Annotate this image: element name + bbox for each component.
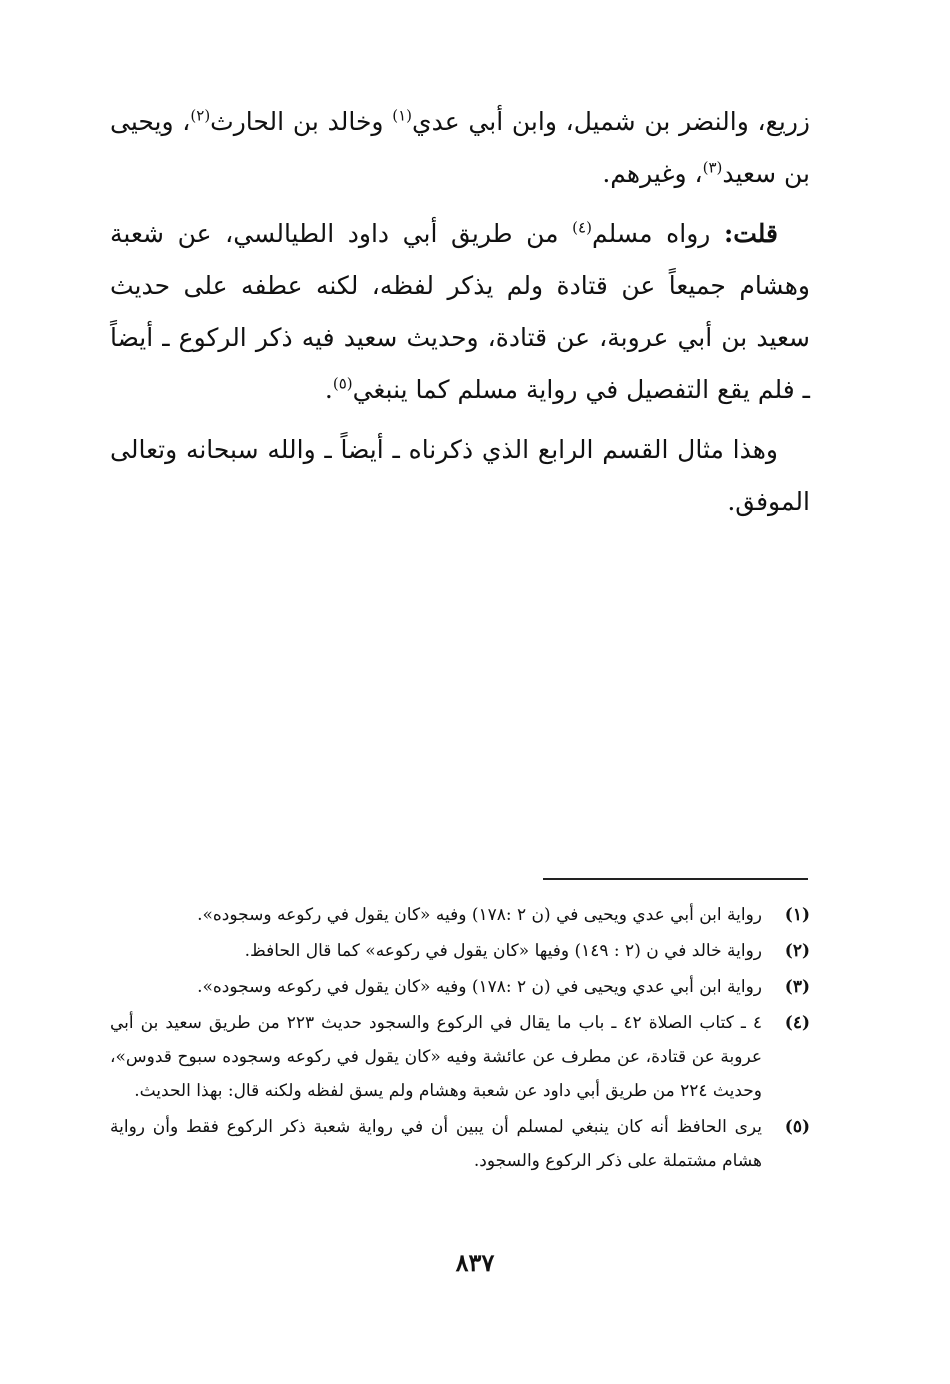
footnote-number: (٤): [784, 1013, 810, 1033]
footnote-number: (١): [784, 905, 810, 925]
footnotes: [110, 898, 810, 1180]
text-run: ، ويحيى بن سعيد: [110, 107, 810, 188]
footnote-ref-1[interactable]: (١): [392, 106, 413, 125]
text-run: وخالد بن الحارث: [210, 107, 393, 136]
footnote: [110, 898, 810, 932]
footnote-ref-2[interactable]: (٢): [190, 106, 211, 125]
text-run: من طريق أبي داود الطيالسي، عن شعبة وهشام جميعاً عن قتادة ولم يذكر لفظه، لكنه عطفه على حديث سعيد بن أبي عروبة، عن قتادة، وحديث سعيد فيه ذكر الركوع ـ أيضاً ـ فلم يقع التفصيل في رواية مسلم كما ينبغي: [110, 219, 810, 404]
footnote-text: رواية ابن أبي عدي ويحيى في (ن ٢ :١٧٨) وفيه «كان يقول في ركوعه وسجوده».: [197, 977, 762, 997]
footnote: [110, 934, 810, 968]
footnote-ref-5[interactable]: (٥): [332, 374, 353, 393]
footnote-number: (٣): [784, 977, 810, 997]
paragraph-lead: قلت:: [723, 219, 778, 248]
footnote-number: (٢): [784, 941, 810, 961]
footnote: [110, 1006, 810, 1108]
footnote-text: رواية ابن أبي عدي ويحيى في (ن ٢ :١٧٨) وفيه «كان يقول في ركوعه وسجوده».: [197, 905, 762, 925]
text-run: زريع، والنضر بن شميل، وابن أبي عدي: [412, 107, 810, 136]
footnote-text: ٤ ـ كتاب الصلاة ٤٢ ـ باب ما يقال في الركوع والسجود حديث ٢٢٣ من طريق سعيد بن أبي عروبة عن قتادة، عن مطرف عن عائشة وفيه «كان يقول في ركوعه وسجوده سبوح قدوس»، وحديث ٢٢٤ من طريق أبي داود عن شعبة وهشام ولم يسق لفظه ولكنه قال: بهذا الحديث.: [110, 1013, 762, 1101]
text-run: .: [324, 375, 333, 404]
footnote-text: يرى الحافظ أنه كان ينبغي لمسلم أن يبين أن في رواية شعبة ذكر الركوع فقط وأن رواية هشام مشتملة على ذكر الركوع والسجود.: [110, 1117, 762, 1171]
text-run: رواه مسلم: [591, 219, 724, 248]
text-run: ، وغيرهم.: [602, 159, 703, 188]
footnote: [110, 1110, 810, 1178]
footnote: [110, 970, 810, 1004]
paragraph-2: [110, 208, 810, 416]
footnote-text: رواية خالد في ن (٢ : ١٤٩) وفيها «كان يقول في ركوعه» كما قال الحافظ.: [244, 941, 762, 961]
paragraph-1: [110, 96, 810, 200]
page-number: ٨٣٧: [455, 1248, 495, 1277]
footnote-separator: [543, 878, 808, 880]
footnote-number: (٥): [784, 1117, 810, 1137]
main-text: [110, 96, 810, 536]
footnote-ref-4[interactable]: (٤): [572, 218, 592, 237]
footnote-ref-3[interactable]: (٣): [702, 158, 723, 177]
paragraph-3: وهذا مثال القسم الرابع الذي ذكرناه ـ أيضاً ـ والله سبحانه وتعالى الموفق.: [110, 435, 810, 516]
